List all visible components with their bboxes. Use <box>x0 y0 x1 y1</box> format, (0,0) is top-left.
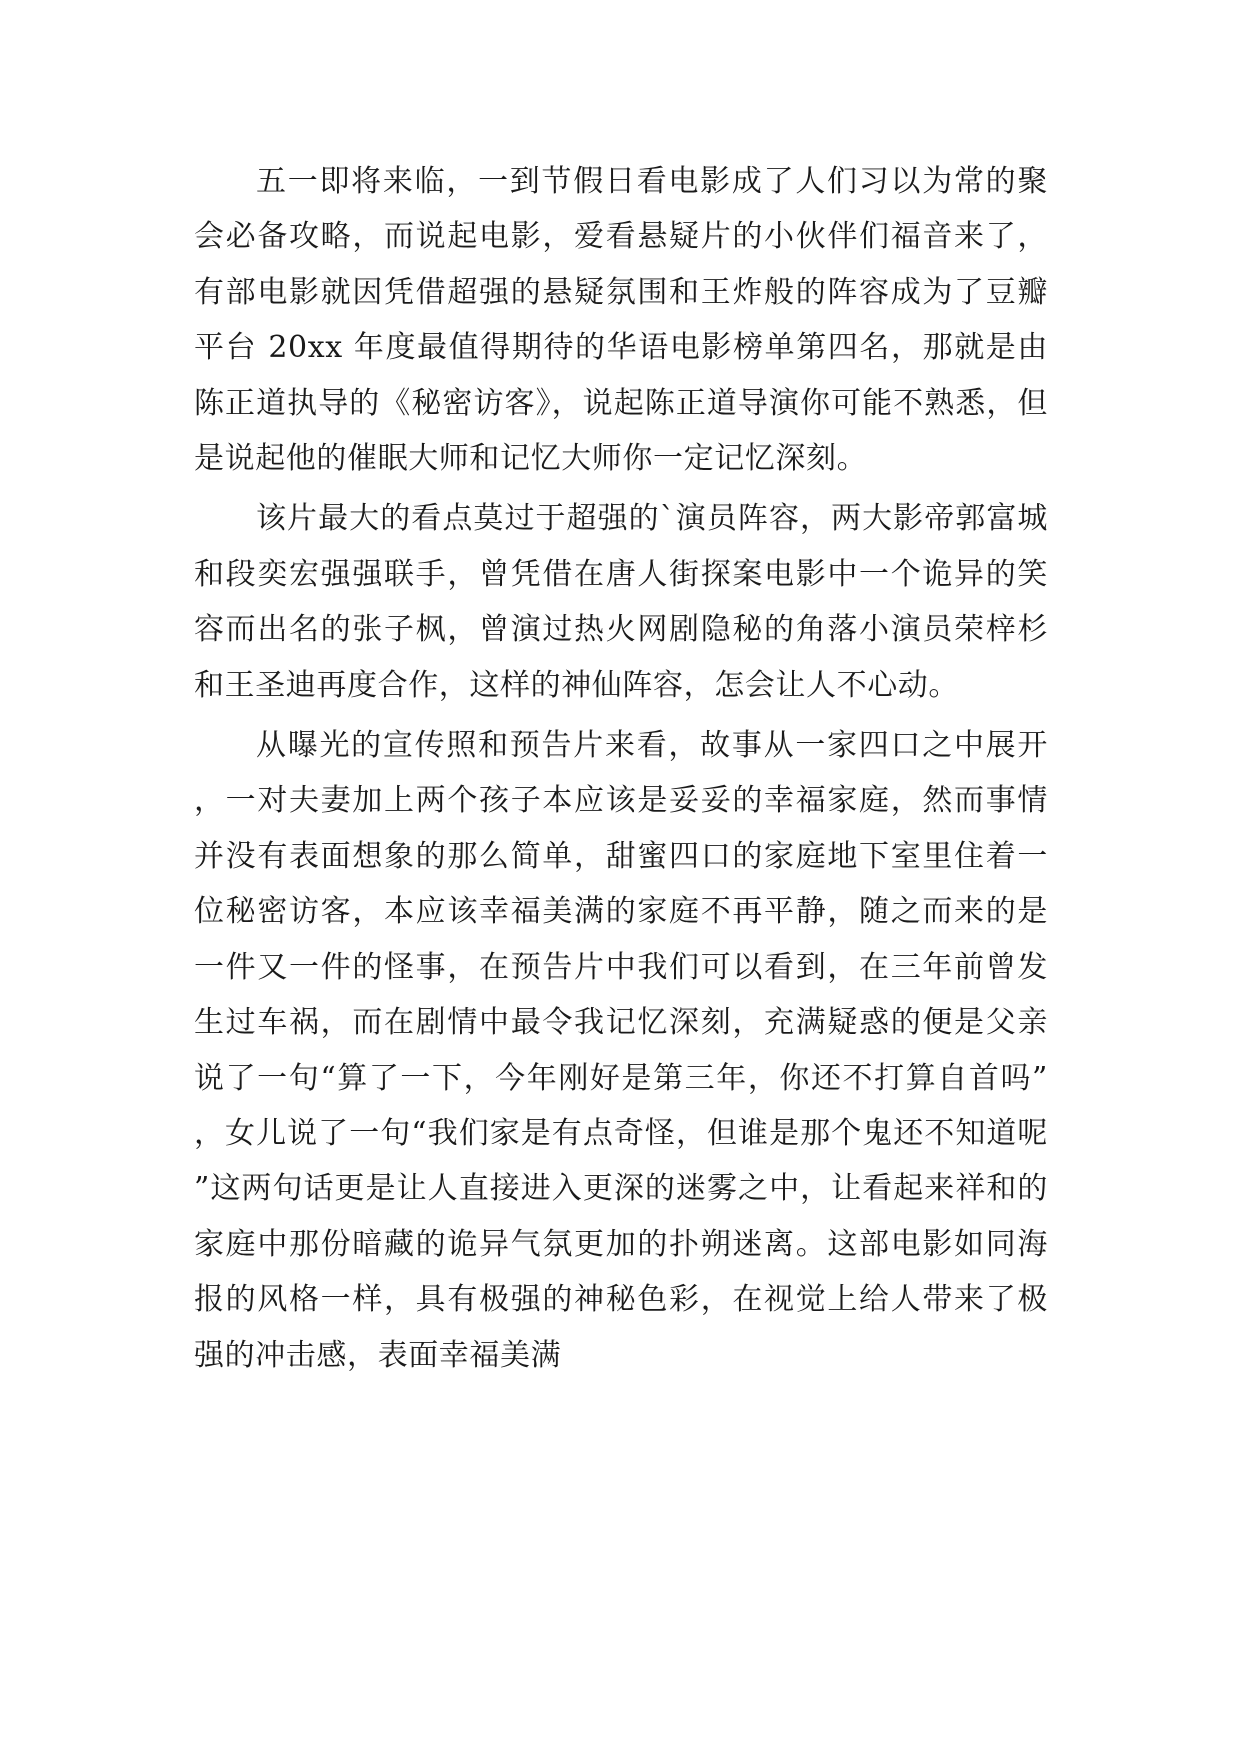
paragraph-2: 该片最大的看点莫过于超强的`演员阵容，两大影帝郭富城和段奕宏强强联手，曾凭借在唐人街探案电影中一个诡异的笑容而出名的张子枫，曾演过热火网剧隐秘的角落小演员荣梓杉和王圣迪再度合作，这样的神仙阵容，怎会让人不心动。 <box>194 501 1048 703</box>
paragraph-1: 五一即将来临，一到节假日看电影成了人们习以为常的聚会必备攻略，而说起电影，爱看悬疑片的小伙伴们福音来了，有部电影就因凭借超强的悬疑氛围和王炸般的阵容成为了豆瓣平台 20xx 年度最值得期待的华语电影榜单第四名，那就是由陈正道执导的《秘密访客》，说起陈正道导演你可能不熟悉，但是说起他的催眠大师和记忆大师你一定记忆深刻。 <box>194 164 1048 477</box>
paragraph-3: 从曝光的宣传照和预告片来看，故事从一家四口之中展开，一对夫妻加上两个孩子本应该是妥妥的幸福家庭，然而事情并没有表面想象的那么简单，甜蜜四口的家庭地下室里住着一位秘密访客，本应该幸福美满的家庭不再平静，随之而来的是一件又一件的怪事，在预告片中我们可以看到，在三年前曾发生过车祸，而在剧情中最令我记忆深刻，充满疑惑的便是父亲说了一句“算了一下，今年刚好是第三年，你还不打算自首吗”，女儿说了一句“我们家是有点奇怪，但谁是那个鬼还不知道呢”这两句话更是让人直接进入更深的迷雾之中，让看起来祥和的家庭中那份暗藏的诡异气氛更加的扑朔迷离。这部电影如同海报的风格一样，具有极强的神秘色彩，在视觉上给人带来了极强的冲击感，表面幸福美满 <box>194 728 1048 1373</box>
document-body <box>194 154 1048 1383</box>
